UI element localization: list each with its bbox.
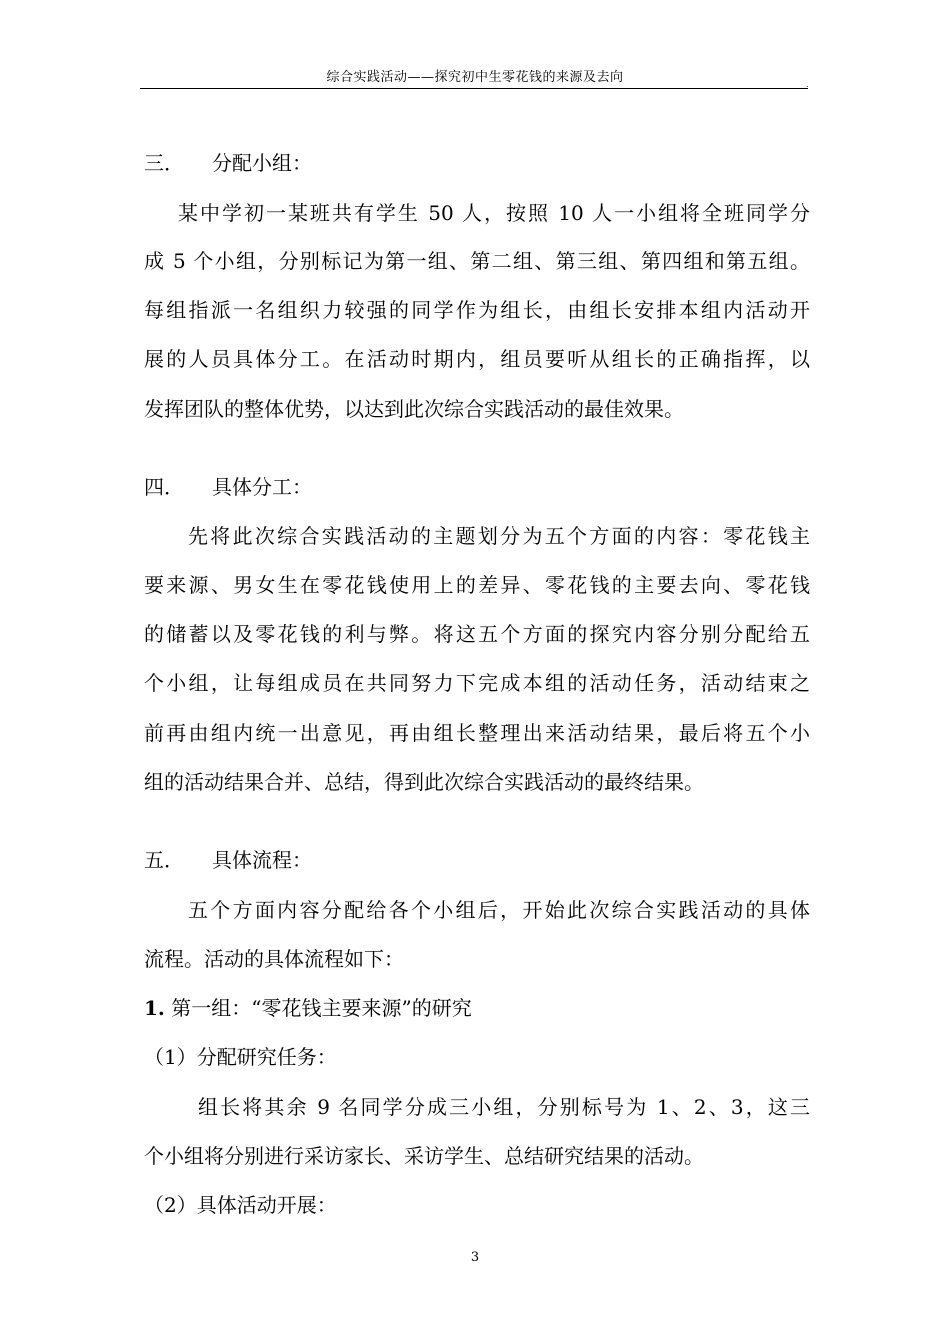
list-item-heading xyxy=(144,995,472,1021)
section-number: 三． xyxy=(144,151,184,175)
paragraph-line: 发挥团队的整体优势，以达到此次综合实践活动的最佳效果。 xyxy=(144,397,684,421)
paragraph-line: 先将此次综合实践活动的主题划分为五个方面的内容：零花钱主 xyxy=(188,524,810,548)
paragraph-line: 展的人员具体分工。在活动时期内，组员要听从组长的正确指挥，以 xyxy=(144,347,810,371)
section-title: 具体流程： xyxy=(212,848,312,872)
header-mark: . xyxy=(806,80,809,89)
paragraph-line: 成 5 个小组，分别标记为第一组、第二组、第三组、第四组和第五组。 xyxy=(144,249,810,273)
section-title: 具体分工： xyxy=(212,475,312,499)
paragraph-line: 个小组，让每组成员在共同努力下完成本组的活动任务，活动结束之 xyxy=(144,671,810,695)
header-rule xyxy=(140,88,808,89)
section-number: 四． xyxy=(144,475,184,499)
paragraph-line: 流程。活动的具体流程如下： xyxy=(144,947,404,971)
list-item-title: 第一组：“零花钱主要来源”的研究 xyxy=(171,996,472,1020)
paragraph-line: 要来源、男女生在零花钱使用上的差异、零花钱的主要去向、零花钱 xyxy=(144,573,810,597)
section-title: 分配小组： xyxy=(212,151,312,175)
page-number: 3 xyxy=(470,1250,480,1265)
paragraph-line: 组的活动结果合并、总结，得到此次综合实践活动的最终结果。 xyxy=(144,770,704,794)
sub-heading: （2）具体活动开展： xyxy=(144,1193,337,1217)
section-number: 五． xyxy=(144,848,184,872)
running-header: 综合实践活动——探究初中生零花钱的来源及去向 xyxy=(326,70,624,85)
paragraph-line: 五个方面内容分配给各个小组后，开始此次综合实践活动的具体 xyxy=(188,898,810,922)
paragraph-line: 个小组将分别进行采访家长、采访学生、总结研究结果的活动。 xyxy=(144,1144,704,1168)
sub-heading: （1）分配研究任务： xyxy=(144,1045,337,1069)
paragraph-line: 的储蓄以及零花钱的利与弊。将这五个方面的探究内容分别分配给五 xyxy=(144,622,810,646)
paragraph-line: 每组指派一名组织力较强的同学作为组长，由组长安排本组内活动开 xyxy=(144,298,810,322)
paragraph-line: 前再由组内统一出意见，再由组长整理出来活动结果，最后将五个小 xyxy=(144,721,810,745)
list-item-number: 1. xyxy=(144,996,165,1020)
paragraph-line: 某中学初一某班共有学生 50 人，按照 10 人一小组将全班同学分 xyxy=(178,201,810,225)
paragraph-line: 组长将其余 9 名同学分成三小组，分别标号为 1、2、3，这三 xyxy=(198,1095,810,1119)
